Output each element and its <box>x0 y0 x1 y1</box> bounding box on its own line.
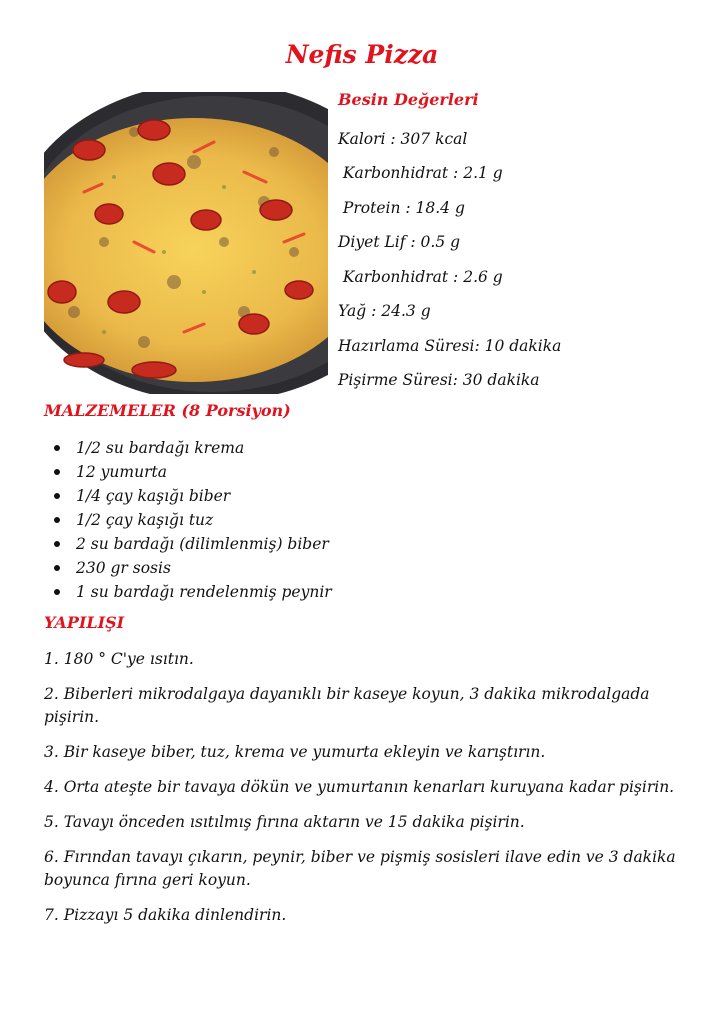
recipe-title: Nefis Pizza <box>285 40 439 69</box>
nutrition-item: Kalori : 307 kcal <box>338 129 468 148</box>
bullet-icon <box>54 493 60 499</box>
list-item: 1/4 çay kaşığı biber <box>52 484 332 508</box>
nutrition-item: Yağ : 24.3 g <box>338 302 431 320</box>
method-step: 3. Bir kaseye biber, tuz, krema ve yumurta ekleyin ve karıştırın. <box>44 743 546 761</box>
method-step: 2. Biberleri mikrodalgaya dayanıklı bir kaseye koyun, 3 dakika mikrodalgada pişirin. <box>44 685 650 726</box>
list-item: 12 yumurta <box>52 460 332 484</box>
nutrition-item: Diyet Lif : 0.5 g <box>338 233 461 251</box>
method-steps <box>44 648 684 939</box>
list-item: 1 su bardağı rendelenmiş peynir <box>52 580 332 604</box>
method-step: 7. Pizzayı 5 dakika dinlendirin. <box>44 906 287 924</box>
method-step: 4. Orta ateşte bir tavaya dökün ve yumurtanın kenarları kuruyana kadar pişirin. <box>44 778 675 796</box>
ingredients-list <box>52 436 332 604</box>
bullet-icon <box>54 565 60 571</box>
bullet-icon <box>54 469 60 475</box>
bullet-icon <box>54 517 60 523</box>
bullet-icon <box>54 541 60 547</box>
nutrition-heading: Besin Değerleri <box>338 90 479 109</box>
pizza-photo <box>44 92 328 394</box>
nutrition-item: Hazırlama Süresi: 10 dakika <box>338 336 562 355</box>
ingredients-heading: MALZEMELER (8 Porsiyon) <box>44 401 291 420</box>
list-item: 2 su bardağı (dilimlenmiş) biber <box>52 532 332 556</box>
list-item: 1/2 su bardağı krema <box>52 436 332 460</box>
nutrition-item: Protein : 18.4 g <box>338 198 465 217</box>
nutrition-panel <box>338 90 708 390</box>
nutrition-item: Pişirme Süresi: 30 dakika <box>338 371 540 389</box>
method-step: 6. Fırından tavayı çıkarın, peynir, biber ve pişmiş sosisleri ilave edin ve 3 dakika boyunca fırına geri koyun. <box>44 848 676 889</box>
bullet-icon <box>54 445 60 451</box>
bullet-icon <box>54 589 60 595</box>
method-step: 5. Tavayı önceden ısıtılmış fırına aktarın ve 15 dakika pişirin. <box>44 813 525 831</box>
method-step: 1. 180 ° C'ye ısıtın. <box>44 650 194 668</box>
list-item: 230 gr sosis <box>52 556 332 580</box>
nutrition-item: Karbonhidrat : 2.6 g <box>338 267 503 286</box>
method-heading: YAPILIŞI <box>44 613 125 632</box>
list-item: 1/2 çay kaşığı tuz <box>52 508 332 532</box>
nutrition-item: Karbonhidrat : 2.1 g <box>338 164 503 182</box>
